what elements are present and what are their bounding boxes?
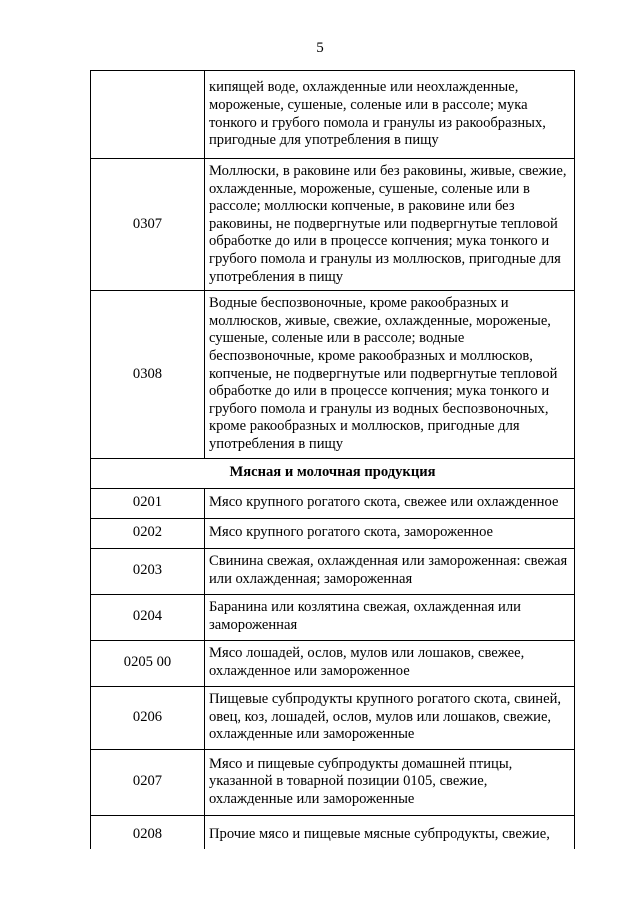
row-code: 0203	[91, 548, 205, 594]
table-row	[91, 71, 575, 159]
row-code: 0202	[91, 518, 205, 548]
row-description: Мясо и пищевые субпродукты домашней птицы, указанной в товарной позиции 0105, свежие, охлажденные или замороженные	[205, 749, 575, 815]
row-code: 0206	[91, 686, 205, 749]
row-description: Мясо лошадей, ослов, мулов или лошаков, свежее, охлажденное или замороженное	[205, 640, 575, 686]
row-code: 0207	[91, 749, 205, 815]
table-row	[91, 291, 575, 458]
row-description: Прочие мясо и пищевые мясные субпродукты, свежие,	[205, 815, 575, 849]
row-code: 0208	[91, 815, 205, 849]
row-description: Мясо крупного рогатого скота, замороженное	[205, 518, 575, 548]
table-row	[91, 594, 575, 640]
row-description: Пищевые субпродукты крупного рогатого скота, свиней, овец, коз, лошадей, ослов, мулов или лошаков, свежие, охлажденные или замороженные	[205, 686, 575, 749]
row-description: Водные беспозвоночные, кроме ракообразных и моллюсков, живые, свежие, охлажденные, мороженые, сушеные, соленые или в рассоле; водные беспозвоночные, кроме ракообразных и моллюсков, копченые, не подвергнутые или подвергнутые тепловой обработке до или в процессе копчения; мука тонкого и грубого помола и гранулы из водных беспозвоночных, кроме ракообразных и моллюсков, пригодные для употребления в пищу	[205, 291, 575, 458]
page-number: 5	[316, 40, 324, 56]
table-row	[91, 159, 575, 291]
row-code: 0201	[91, 488, 205, 518]
table-row	[91, 548, 575, 594]
row-code: 0307	[91, 159, 205, 291]
section-header-row	[91, 458, 575, 488]
row-description: Моллюски, в раковине или без раковины, живые, свежие, охлажденные, мороженые, сушеные, соленые или в рассоле; моллюски копченые, в раковине или без раковины, не подвергнутые или подвергнутые тепловой обработке до или в процессе копчения; мука тонкого и грубого помола и гранулы из моллюсков, пригодные для употребления в пищу	[205, 159, 575, 291]
section-title: Мясная и молочная продукция	[91, 458, 575, 488]
table-row	[91, 686, 575, 749]
row-code: 0205 00	[91, 640, 205, 686]
table-row	[91, 518, 575, 548]
table-row	[91, 749, 575, 815]
row-code: 0308	[91, 291, 205, 458]
row-description: Мясо крупного рогатого скота, свежее или охлажденное	[205, 488, 575, 518]
table-body	[91, 71, 575, 850]
row-code	[91, 71, 205, 159]
table-row	[91, 640, 575, 686]
product-code-table	[90, 70, 575, 849]
table-row	[91, 815, 575, 849]
row-description: Свинина свежая, охлажденная или замороженная: свежая или охлажденная; замороженная	[205, 548, 575, 594]
row-code: 0204	[91, 594, 205, 640]
row-description: кипящей воде, охлажденные или неохлажденные, мороженые, сушеные, соленые или в рассоле; мука тонкого и грубого помола и гранулы из ракообразных, пригодные для употребления в пищу	[205, 71, 575, 159]
table-row	[91, 488, 575, 518]
row-description: Баранина или козлятина свежая, охлажденная или замороженная	[205, 594, 575, 640]
